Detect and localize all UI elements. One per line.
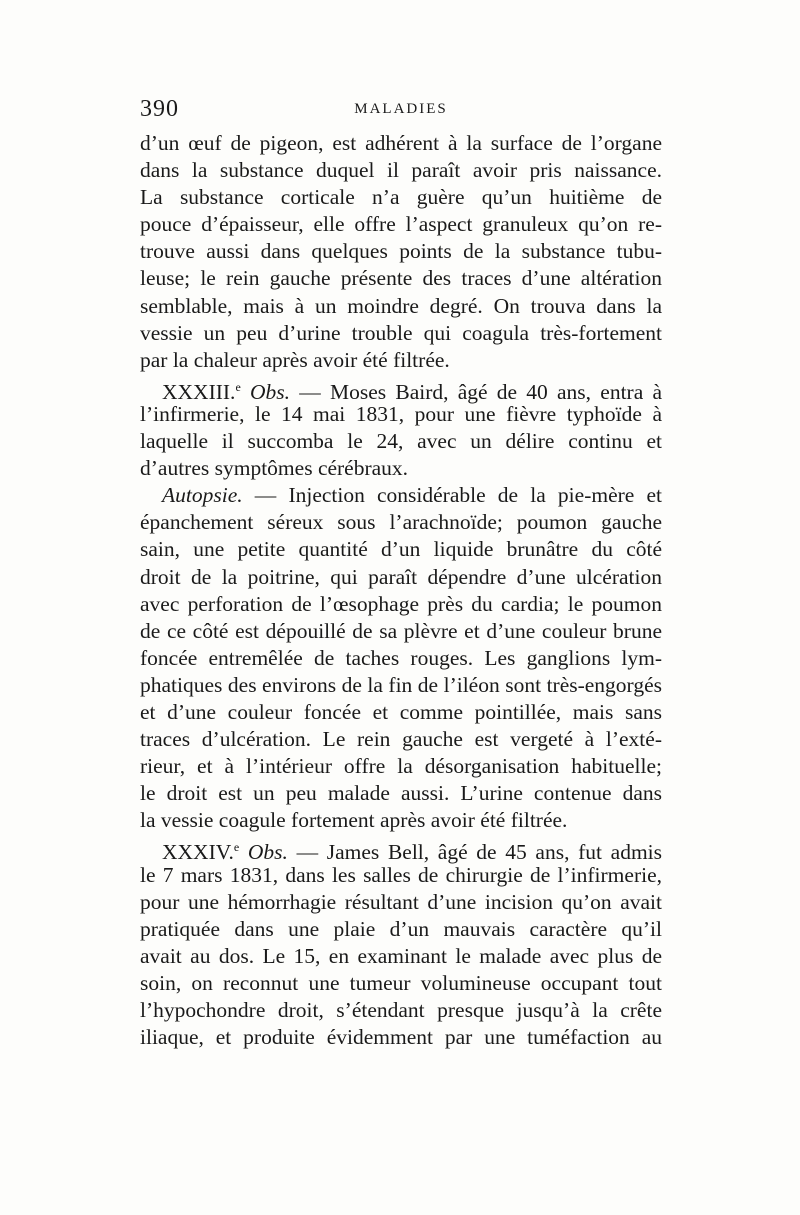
- text-line: de ce côté est dépouillé de sa plèvre et d’une couleur brune: [140, 618, 662, 643]
- text-line: d’autres symptômes cérébraux.: [140, 456, 409, 481]
- page-number: 390: [140, 96, 179, 122]
- text-line: traces d’ulcération. Le rein gauche est vergeté à l’exté-: [140, 727, 662, 752]
- observation-intro: — Moses Baird, âgé de 40 ans, entra à: [299, 380, 663, 404]
- text-line: épanchement séreux sous l’arachnoïde; poumon gauche: [140, 510, 662, 535]
- observation-number-sup: e: [233, 840, 240, 855]
- observation-label: Obs.: [247, 840, 288, 865]
- observation-heading-34: [140, 834, 663, 865]
- text-line: avec perforation de l’œsophage près du cardia; le poumon: [140, 591, 662, 616]
- text-line: l’hypochondre droit, s’étendant presque jusqu’à la crête: [140, 998, 662, 1022]
- text-line: foncée entremêlée de taches rouges. Les ganglions lym-: [140, 645, 662, 670]
- text-line: l’infirmerie, le 14 mai 1831, pour une fièvre typhoïde à: [140, 401, 662, 426]
- text-line: pour une hémorrhagie résultant d’une incision qu’on avait: [140, 889, 662, 914]
- text-line: semblable, mais à un moindre degré. On trouva dans la: [140, 293, 662, 318]
- observation-label: Obs.: [250, 380, 291, 404]
- running-head: MALADIES: [354, 101, 448, 117]
- text-line: leuse; le rein gauche présente des traces d’une altération: [140, 266, 662, 291]
- text-line: rieur, et à l’intérieur offre la désorganisation habituelle;: [140, 754, 662, 779]
- text-line: laquelle il succomba le 24, avec un délire continu et: [140, 429, 662, 454]
- text-line: pouce d’épaisseur, elle offre l’aspect granuleux qu’on re-: [140, 212, 662, 237]
- text-line: la vessie coagule fortement après avoir été filtrée.: [140, 808, 568, 833]
- text-line: sain, une petite quantité d’un liquide brunâtre du côté: [140, 537, 662, 562]
- text-line: pratiquée dans une plaie d’un mauvais caractère qu’il: [140, 916, 662, 941]
- observation-number-sup: e: [235, 379, 241, 394]
- text-line: La substance corticale n’a guère qu’un huitième de: [140, 185, 662, 210]
- text-line: phatiques des environs de la fin de l’iléon sont très-engorgés: [140, 672, 662, 697]
- observation-intro: — James Bell, âgé de 45 ans, fut admis: [296, 840, 663, 865]
- observation-number: XXXIV.: [162, 840, 234, 865]
- autopsie-label: Autopsie.: [162, 483, 243, 508]
- text-line: soin, on reconnut une tumeur volumineuse occupant tout: [140, 970, 662, 995]
- text-line: avait au dos. Le 15, en examinant le malade avec plus de: [140, 943, 662, 968]
- body-text: [140, 130, 662, 1051]
- text-line: par la chaleur après avoir été filtrée.: [140, 347, 450, 372]
- text-line: dans la substance duquel il paraît avoir pris naissance.: [140, 158, 662, 183]
- text-line: trouve aussi dans quelques points de la substance tubu-: [140, 239, 662, 264]
- text-line: le 7 mars 1831, dans les salles de chirurgie de l’infirmerie,: [140, 862, 662, 887]
- text-line: droit de la poitrine, qui paraît dépendre d’une ulcération: [140, 564, 662, 589]
- text-line: et d’une couleur foncée et comme pointillée, mais sans: [140, 699, 662, 724]
- observation-heading-33: [140, 374, 663, 404]
- text-line: le droit est un peu malade aussi. L’urine contenue dans: [140, 781, 662, 806]
- autopsie-intro: — Injection considérable de la pie-mère et: [254, 483, 662, 508]
- text-line: d’un œuf de pigeon, est adhérent à la surface de l’organe: [140, 131, 662, 155]
- observation-number: XXXIII.: [162, 380, 236, 404]
- page-header: [140, 96, 662, 124]
- autopsie-heading: [140, 482, 662, 509]
- text-line: iliaque, et produite évidemment par une tuméfaction au: [140, 1025, 662, 1050]
- text-line: vessie un peu d’urine trouble qui coagula très-fortement: [140, 320, 662, 345]
